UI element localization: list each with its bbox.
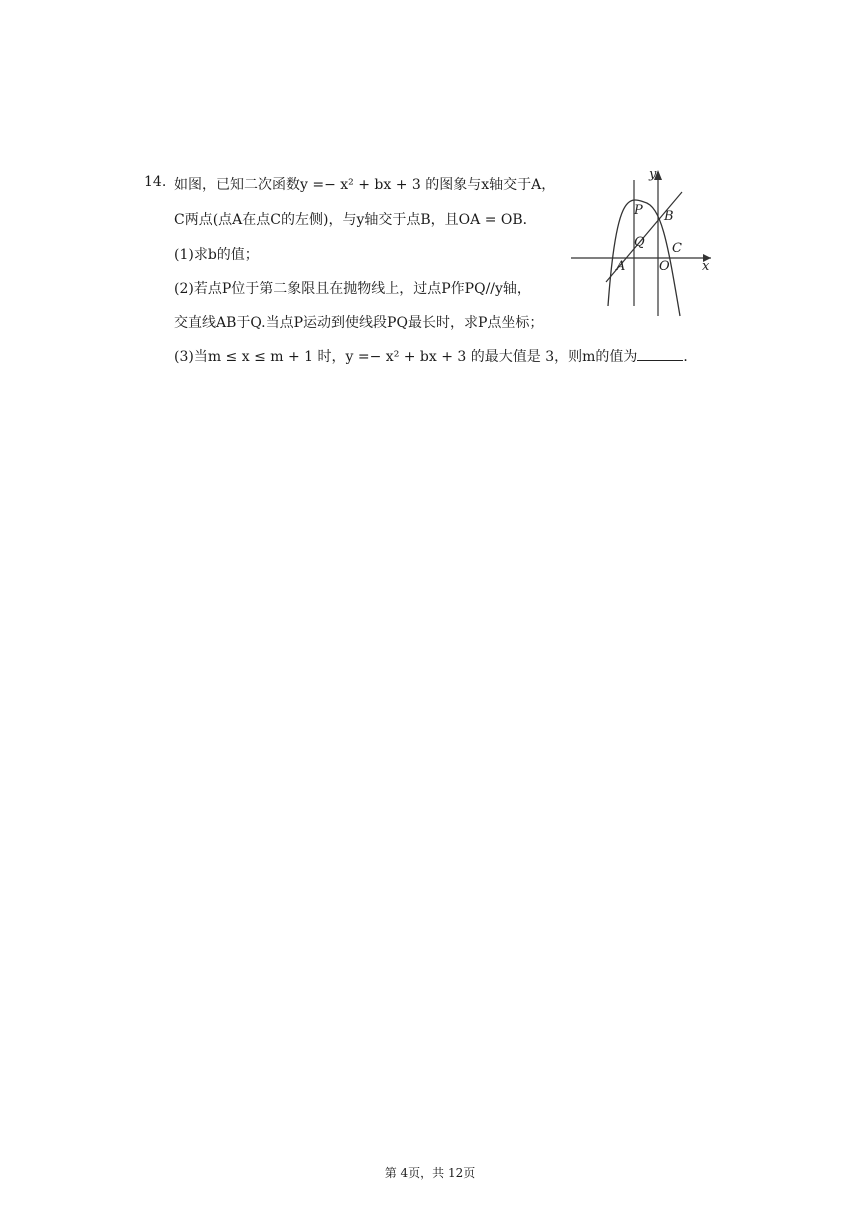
parabola-figure: [566, 166, 716, 322]
question-part-3: [174, 346, 697, 366]
label-b: B: [664, 209, 674, 224]
label-a: A: [616, 259, 626, 274]
label-y: y: [649, 167, 657, 182]
question-part-3-text: (3)当m ≤ x ≤ m + 1 时，y =− x² + bx + 3 的最大值是 3，则m的值为: [174, 349, 638, 365]
question-line-1: 如图，已知二次函数y =− x² + bx + 3 的图象与x轴交于A，: [174, 177, 556, 193]
question-line-2: C两点(点A在点C的左侧)，与y轴交于点B，且OA = OB．: [174, 212, 537, 228]
question-part-1: (1)求b的值；: [174, 247, 259, 263]
label-q: Q: [634, 235, 645, 250]
answer-blank: [637, 348, 683, 361]
question-part-2-cont: 交直线AB于Q.当点P运动到使线段PQ最长时，求P点坐标；: [174, 315, 544, 331]
page-footer: 第 4页，共 12页: [384, 1166, 476, 1180]
label-o: O: [659, 259, 670, 274]
label-p: P: [634, 203, 643, 218]
question-part-3-end: ．: [683, 349, 698, 365]
question-number: 14.: [144, 174, 167, 190]
question-part-2: (2)若点P位于第二象限且在抛物线上，过点P作PQ//y轴，: [174, 281, 531, 297]
label-x: x: [702, 259, 710, 274]
label-c: C: [672, 241, 682, 256]
